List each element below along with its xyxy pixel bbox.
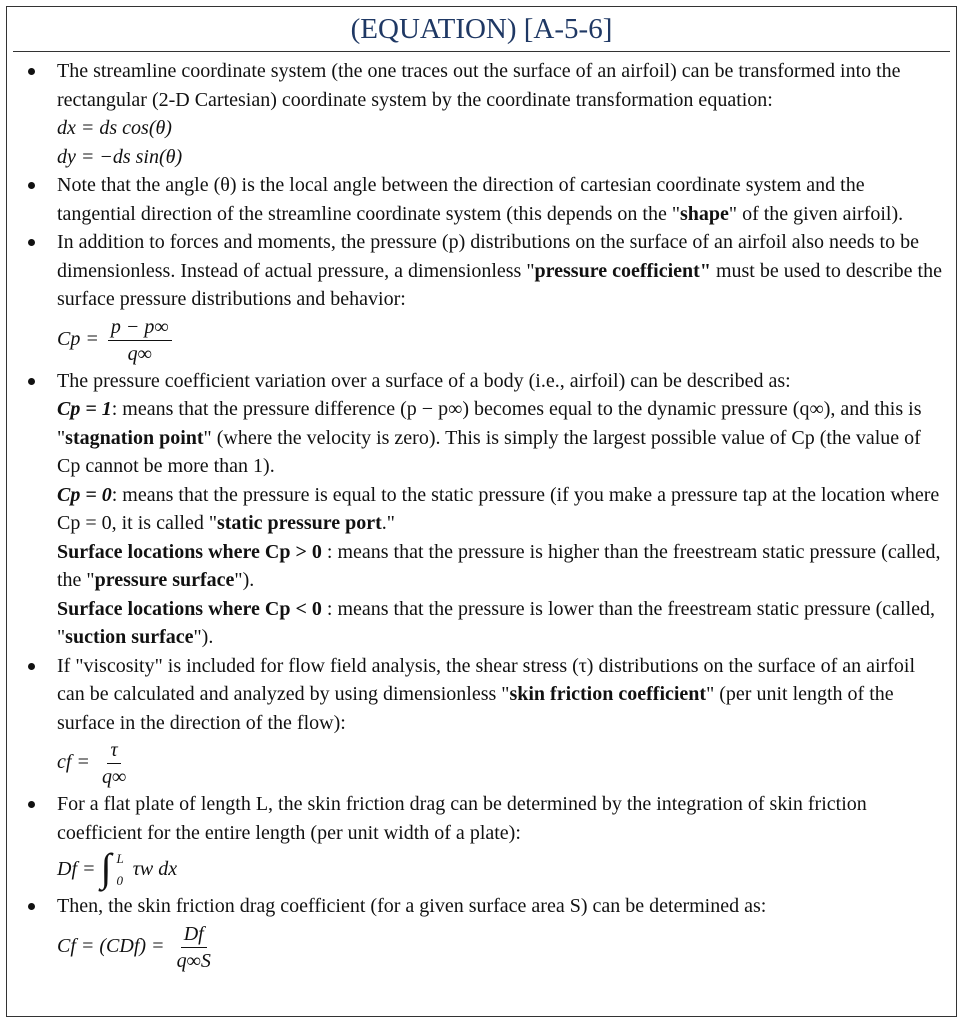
integral-upper: L bbox=[116, 851, 124, 867]
bullet-text: The streamline coordinate system (the one traces out the surface of an airfoil) can be transformed into the rectangular (2-D Cartesian) coordinate system by the coordinate transformation equation: bbox=[57, 60, 901, 111]
equation-cf bbox=[57, 737, 946, 790]
bold-term: Surface locations where Cp > 0 bbox=[57, 540, 322, 563]
fraction bbox=[99, 737, 129, 790]
bullet-dot-icon bbox=[28, 663, 35, 670]
bullet-text: Then, the skin friction drag coefficient (for a given surface area S) can be determined as: bbox=[57, 895, 767, 918]
fraction bbox=[174, 921, 214, 974]
bullet-cp-variation bbox=[7, 367, 956, 652]
fraction-denominator: q∞ bbox=[101, 766, 127, 788]
integrand: τw dx bbox=[132, 858, 178, 880]
bold-term: Surface locations where Cp < 0 bbox=[57, 597, 322, 620]
integral-lower: 0 bbox=[116, 873, 123, 889]
title-divider bbox=[13, 51, 950, 52]
cp-case-zero bbox=[57, 481, 946, 538]
integral-limits bbox=[116, 848, 123, 892]
bullet-text: ." bbox=[381, 512, 395, 534]
bullet-text: : means that the pressure is higher than the freestream static pressure (called, the " bbox=[57, 540, 941, 591]
bullet-dot-icon bbox=[28, 68, 35, 75]
bold-term: Cp = 0 bbox=[57, 483, 112, 506]
bullet-text: " of the given airfoil). bbox=[728, 202, 904, 225]
bullet-text: : means that the pressure is lower than the freestream static pressure (called, " bbox=[57, 597, 936, 648]
bullet-dot-icon bbox=[28, 378, 35, 385]
bullet-text: " (where the velocity is zero). This is simply the largest possible value of Cp (the value of Cp cannot be more than 1). bbox=[57, 426, 921, 477]
bold-term: pressure surface bbox=[94, 569, 235, 591]
bullet-text: must be used to describe the surface pressure distributions and behavior: bbox=[57, 259, 942, 310]
bullet-text: If "viscosity" is included for flow field analysis, the shear stress (τ) distributions on the surface of an airfoil can be calculated and analyzed by using dimensionless " bbox=[57, 654, 916, 705]
bullet-angle-note bbox=[7, 171, 956, 228]
bold-term: skin friction coefficient bbox=[509, 683, 707, 705]
equation-cp bbox=[57, 314, 946, 367]
bullet-dot-icon bbox=[28, 182, 35, 189]
equation-df bbox=[57, 847, 946, 892]
fraction-denominator: q∞ bbox=[127, 342, 152, 365]
cp-case-negative bbox=[57, 595, 946, 652]
fraction-numerator: τ bbox=[107, 737, 120, 764]
bold-term: suction surface bbox=[65, 626, 194, 648]
equation-dx: dx = ds cos(θ) bbox=[57, 117, 172, 139]
bullet-text: : means that the pressure difference (p − p∞) becomes equal to the dynamic pressure (q∞), and this is " bbox=[57, 398, 922, 449]
bullet-dot-icon bbox=[28, 801, 35, 808]
cp-case-positive bbox=[57, 538, 946, 595]
bullet-coordinate-transform bbox=[7, 57, 956, 171]
bullet-list bbox=[7, 57, 956, 974]
bullet-drag-coefficient bbox=[7, 892, 956, 974]
bullet-text: : means that the pressure is equal to the static pressure (if you make a pressure tap at the location where Cp = 0, it is called " bbox=[57, 483, 940, 534]
equation-dy: dy = −ds sin(θ) bbox=[57, 145, 183, 168]
bullet-text: " (per unit length of the surface in the direction of the flow): bbox=[57, 683, 894, 734]
fraction bbox=[108, 314, 172, 367]
equation-lhs: Df = bbox=[57, 858, 96, 880]
fraction-numerator: p − p∞ bbox=[108, 314, 172, 341]
bold-term: static pressure port bbox=[216, 512, 382, 534]
bullet-text: "). bbox=[234, 569, 255, 591]
bold-term: Cp = 1 bbox=[57, 398, 112, 420]
document-frame bbox=[6, 6, 957, 1017]
bullet-text: The pressure coefficient variation over a surface of a body (i.e., airfoil) can be described as: bbox=[57, 369, 791, 392]
fraction-numerator: Df bbox=[181, 921, 207, 948]
bullet-text: "). bbox=[193, 626, 214, 648]
page-title: (EQUATION) [A-5-6] bbox=[350, 13, 613, 45]
bold-term: stagnation point bbox=[65, 426, 204, 449]
bullet-text: Note that the angle (θ) is the local angle between the direction of cartesian coordinate system and the tangential direction of the streamline coordinate system (this depends on the " bbox=[57, 174, 865, 225]
equation-lhs: cf = bbox=[57, 751, 90, 774]
equation-lhs: Cp = bbox=[57, 327, 99, 350]
bold-term: pressure coefficient" bbox=[534, 259, 711, 282]
bullet-pressure-coefficient bbox=[7, 228, 956, 367]
bullet-skin-friction bbox=[7, 652, 956, 791]
bullet-text: In addition to forces and moments, the pressure (p) distributions on the surface of an airfoil also needs to be dimensionless. Instead of actual pressure, a dimensionless " bbox=[57, 231, 919, 282]
bullet-text: For a flat plate of length L, the skin friction drag can be determined by the integration of skin friction coefficient for the entire length (per unit width of a plate): bbox=[57, 793, 867, 844]
integral-icon: ∫ bbox=[100, 845, 112, 891]
fraction-denominator: q∞S bbox=[176, 949, 211, 972]
bullet-dot-icon bbox=[28, 903, 35, 910]
bold-term: shape bbox=[680, 202, 729, 225]
equation-lhs: Cf = (CDf) = bbox=[57, 935, 165, 957]
bullet-flat-plate bbox=[7, 790, 956, 892]
equation-cf-drag bbox=[57, 921, 946, 974]
cp-case-one bbox=[57, 395, 946, 481]
bullet-dot-icon bbox=[28, 239, 35, 246]
